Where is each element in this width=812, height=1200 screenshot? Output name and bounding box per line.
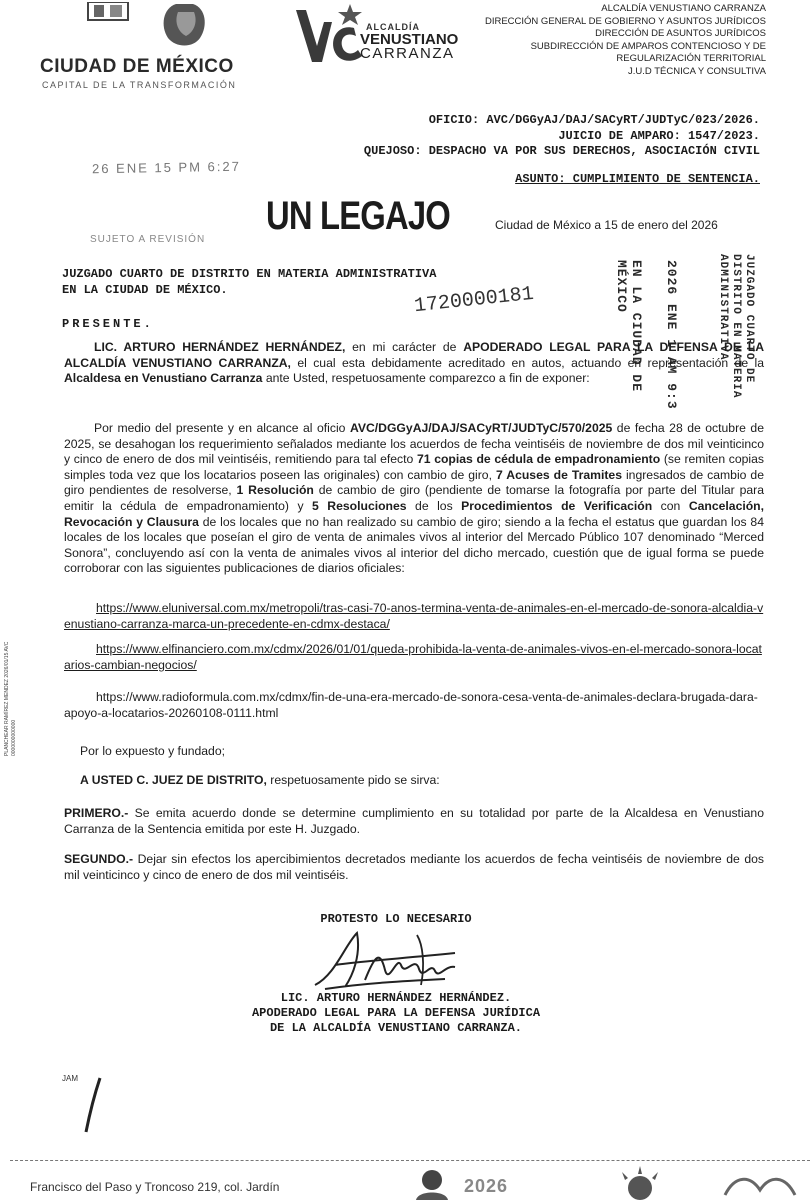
cdmx-title: CIUDAD DE MÉXICO bbox=[40, 56, 234, 77]
footer-divider bbox=[10, 1160, 810, 1162]
footer-sun-icon bbox=[600, 1166, 680, 1200]
represented-party: Alcaldesa en Venustiano Carranza bbox=[64, 371, 263, 386]
signature-role-1: APODERADO LEGAL PARA LA DEFENSA JURÍDICA bbox=[251, 1006, 541, 1020]
signer-name: LIC. ARTURO HERNÁNDEZ HERNÁNDEZ, bbox=[94, 340, 346, 354]
asunto-line: ASUNTO: CUMPLIMIENTO DE SENTENCIA. bbox=[515, 172, 760, 186]
header-departments bbox=[485, 3, 766, 78]
footer-ornament-icon bbox=[720, 1170, 800, 1200]
addressee-line-2: EN LA CIUDAD DE MÉXICO. bbox=[62, 283, 228, 297]
text: el cual esta debidamente acreditado en autos, actuando en representación de la bbox=[290, 355, 764, 370]
un-legajo-stamp: UN LEGAJO bbox=[266, 194, 450, 238]
footer-portrait-icon bbox=[410, 1166, 454, 1200]
text: de cambio de giro (pendiente de tomarse la fotografía por parte del Titular para emitir la cédula de empadronamiento) y bbox=[64, 483, 764, 513]
place-date: Ciudad de México a 15 de enero del 2026 bbox=[495, 218, 718, 232]
vc-venustiano-label: VENUSTIANO bbox=[360, 31, 459, 48]
segundo-paragraph bbox=[64, 852, 764, 883]
header-line: ALCALDÍA VENUSTIANO CARRANZA bbox=[601, 3, 766, 14]
link-eluniversal[interactable]: https://www.eluniversal.com.mx/metropoli/tras-casi-70-anos-termina-venta-de-animales-en-el-mercado-de-sonora-alcaldia-venustiano-carranza-marca-un-precedente-en-cdmx-destaca/ bbox=[64, 601, 764, 631]
signature-name: LIC. ARTURO HERNÁNDEZ HERNÁNDEZ. bbox=[280, 991, 512, 1005]
received-stamp-date: 26 ENE 15 PM 6:27 bbox=[91, 158, 242, 177]
link-radioformula[interactable]: https://www.radioformula.com.mx/cdmx/fin-de-una-era-mercado-de-sonora-cesa-venta-de-animales-declara-brugada-dara-apoyo-a-locatarios-20260108-0111.html bbox=[64, 690, 758, 720]
protesto-line: PROTESTO LO NECESARIO bbox=[320, 912, 472, 926]
vc-alcaldia-label: ALCALDÍA bbox=[366, 22, 420, 32]
text: ingresados de cambio de giro pendientes de resolverse, bbox=[64, 467, 764, 498]
footer-address: Francisco del Paso y Troncoso 219, col. Jardín bbox=[30, 1180, 280, 1194]
addressee bbox=[62, 266, 436, 298]
text: (se remiten copias simples toda vez que los locatarios poseen las originales) con cambio de giro, bbox=[64, 452, 764, 482]
text: Dejar sin efectos los apercibimientos decretados mediante los acuerdos de fecha veintiséis de noviembre de dos mil veinticinco y cinco de enero de dos mil veintiséis. bbox=[64, 852, 764, 882]
received-stamp-label: SUJETO A REVISIÓN bbox=[90, 234, 206, 245]
court-receipt-stamp bbox=[604, 250, 794, 425]
text: de los bbox=[406, 498, 462, 513]
judge-address: A USTED C. JUEZ DE DISTRITO, bbox=[80, 773, 267, 787]
addressee-line-1: JUZGADO CUARTO DE DISTRITO EN MATERIA ADMINISTRATIVA bbox=[62, 267, 437, 281]
intro-paragraph bbox=[64, 340, 764, 387]
header-line: REGULARIZACIÓN TERRITORIAL bbox=[616, 53, 766, 64]
bold-item: Procedimientos de Verificación bbox=[461, 498, 653, 513]
main-paragraph bbox=[64, 421, 764, 577]
initials: JAM bbox=[62, 1074, 78, 1083]
stamp-vertical-text-3: JUZGADO CUARTO DE DISTRITO EN MATERIA ADMINISTRATIVA bbox=[717, 254, 755, 399]
bold-item: 5 Resoluciones bbox=[312, 498, 407, 513]
text: respetuosamente pido se sirva: bbox=[266, 773, 440, 787]
handwritten-signature bbox=[305, 925, 465, 995]
presente-heading: PRESENTE. bbox=[62, 317, 154, 331]
bold-item: 1 Resolución bbox=[236, 483, 314, 498]
segundo-label: SEGUNDO.- bbox=[64, 852, 134, 866]
bold-item: Cancelación, Revocación y Clausura bbox=[64, 498, 765, 529]
header-line: DIRECCIÓN GENERAL DE GOBIERNO Y ASUNTOS JURÍDICOS bbox=[484, 15, 766, 27]
juicio-number: JUICIO DE AMPARO: 1547/2023. bbox=[558, 128, 760, 143]
text: ante Usted, respetuosamente comparezco a fin de exponer: bbox=[262, 371, 590, 386]
text: en mi carácter de bbox=[345, 340, 464, 354]
signer-name-block bbox=[0, 991, 802, 1036]
expuesto-line: Por lo expuesto y fundado; bbox=[80, 744, 225, 758]
header-line: SUBDIRECCIÓN DE AMPAROS CONTENCIOSO Y DE bbox=[530, 40, 766, 52]
handwritten-slash bbox=[80, 1076, 104, 1134]
quejoso-line: QUEJOSO: DESPACHO VA POR SUS DERECHOS, ASOCIACIÓN CIVIL bbox=[363, 144, 760, 158]
bold-item: 71 copias de cédula de empadronamiento bbox=[416, 452, 661, 467]
text: Se emita acuerdo donde se determine cumplimiento en su totalidad por parte de la Alcaldesa en Venustiano Carranza de la Sentencia emitida por este H. Juzgado. bbox=[64, 806, 764, 836]
primero-paragraph bbox=[64, 806, 764, 837]
footer-year: 2026 bbox=[464, 1176, 509, 1196]
text: Por medio del presente y en alcance al oficio bbox=[94, 421, 350, 435]
vc-carranza-label: CARRANZA bbox=[360, 45, 455, 62]
header-line: DIRECCIÓN DE ASUNTOS JURÍDICOS bbox=[595, 28, 766, 39]
text: con bbox=[652, 498, 689, 513]
cdmx-subtitle: CAPITAL DE LA TRANSFORMACIÓN bbox=[42, 80, 237, 90]
signature-role-2: DE LA ALCALDÍA VENUSTIANO CARRANZA. bbox=[269, 1021, 523, 1035]
reference-block bbox=[364, 113, 760, 160]
request-line bbox=[80, 773, 760, 789]
stamp-vertical-text-1: EN LA CIUDAD DE MÉXICO bbox=[614, 260, 644, 393]
folio-stamp: 1720000181 bbox=[413, 282, 535, 319]
margin-note: PLANCHEAR RAMÍREZ MENDEZ 2026/01/15 AVC 0000000000000 bbox=[4, 641, 17, 756]
text: de fecha 28 de octubre de 2025, se desahogan los requerimiento señalados mediante los acuerdos de fecha veintiséis de noviembre de dos mil veinticinco y cinco de enero de dos mil veintiséis, remitiendo para tal efecto bbox=[64, 421, 764, 467]
link-elfinanciero[interactable]: https://www.elfinanciero.com.mx/cdmx/2026/01/01/queda-prohibida-la-venta-de-animales-vivos-en-el-mercado-sonora-locatarios-cambian-negocios/ bbox=[64, 642, 762, 672]
footer-stamps bbox=[410, 1166, 810, 1200]
oficio-reference: AVC/DGGyAJ/DAJ/SACyRT/JUDTyC/570/2025 bbox=[349, 421, 613, 435]
text: de los locales que no han realizado su cambio de giro; siendo a la fecha el estatus que guardan los 84 locales de los locales que poseían el giro de venta de animales vivos al interior del Mercado Público 107 denominado “Merced Sonora”, concluyendo así con la venta de animales vivos al interior del dicho mercado, cuestión que de igual forma se puede corroborar con las siguientes publicaciones de diarios oficiales: bbox=[64, 514, 764, 576]
header-line: J.U.D TÉCNICA Y CONSULTIVA bbox=[628, 65, 766, 77]
oficio-number: OFICIO: AVC/DGGyAJ/DAJ/SACyRT/JUDTyC/023/2026. bbox=[428, 113, 760, 127]
signer-role: APODERADO LEGAL PARA LA DEFENSA DE LA ALCALDÍA VENUSTIANO CARRANZA, bbox=[64, 340, 764, 370]
stamp-vertical-text-2: 2026 ENE 1 AM 9:3 bbox=[664, 260, 679, 410]
primero-label: PRIMERO.- bbox=[64, 806, 129, 820]
bold-item: 7 Acuses de Tramites bbox=[495, 467, 622, 482]
